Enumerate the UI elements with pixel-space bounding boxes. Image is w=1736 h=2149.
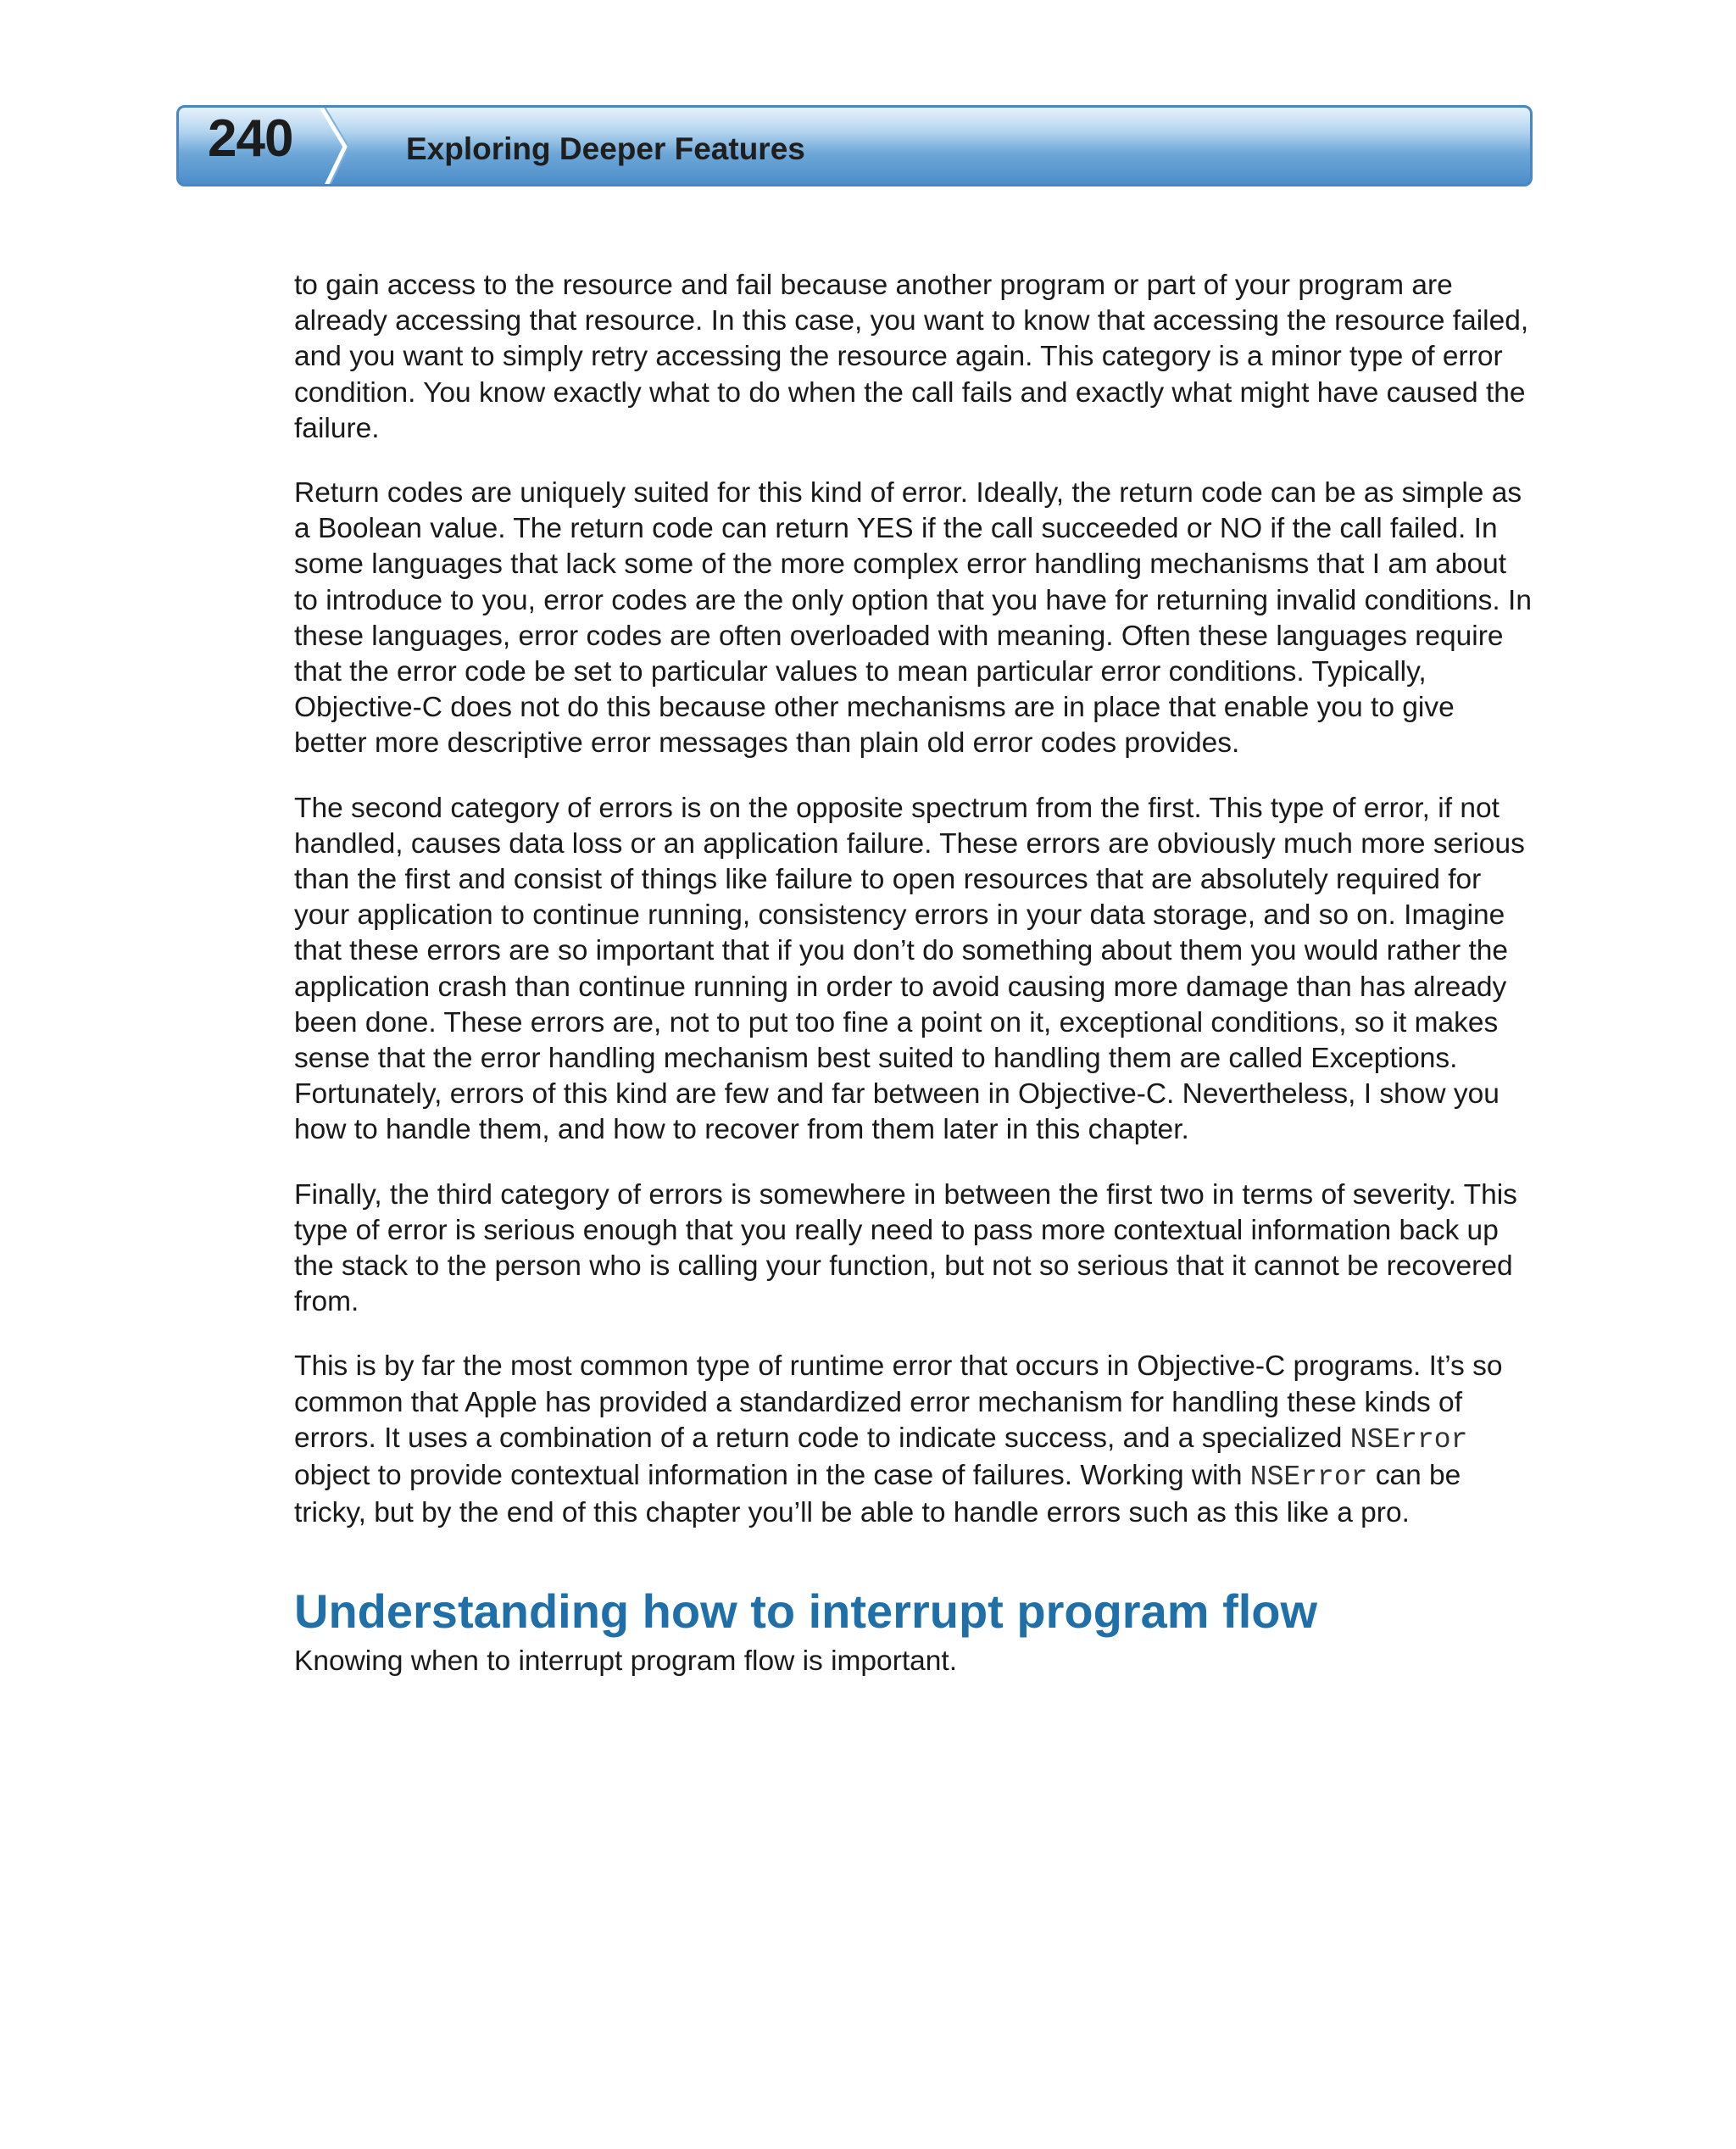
- body-paragraph-5: [294, 1349, 1533, 1531]
- paragraph-5-text-b: object to provide contextual information in the case of failures. Working with: [294, 1460, 1250, 1492]
- page-body: [294, 268, 1533, 1679]
- paragraph-5-text-a: This is by far the most common type of runtime error that occurs in Objective-C programs. It’s so common that Apple has provided a standardized error mechanism for handling these kinds of errors. It uses a combination of a return code to indicate success, and a specialized: [294, 1350, 1503, 1454]
- code-nserror-2: NSError: [1249, 1461, 1368, 1494]
- body-paragraph-1: to gain access to the resource and fail because another program or part of your program are already accessing that resource. In this case, you want to know that accessing the resource failed, and you want to simply retry accessing the resource again. This category is a minor type of error condition. You know exactly what to do when the call fails and exactly what might have caused the failure.: [294, 270, 1529, 444]
- body-paragraph-4: Finally, the third category of errors is somewhere in between the first two in terms of severity. This type of error is serious enough that you really need to pass more contextual information back up the stack to the person who is calling your function, but not so serious that it cannot be recovered from.: [294, 1178, 1517, 1318]
- body-paragraph-2: Return codes are uniquely suited for this kind of error. Ideally, the return code can be as simple as a Boolean value. The return code can return YES if the call succeeded or NO if the call failed. In some languages that lack some of the more complex error handling mechanisms that I am about to introduce to you, error codes are the only option that you have for returning invalid conditions. In these languages, error codes are often overloaded with meaning. Often these languages require that the error code be set to particular values to mean particular error conditions. Typically, Objective-C does not do this because other mechanisms are in place that enable you to give better more descriptive error messages than plain old error codes provides.: [294, 477, 1532, 760]
- section-heading: Understanding how to interrupt program flow: [294, 1584, 1318, 1638]
- section-intro-paragraph: Knowing when to interrupt program flow is important.: [294, 1645, 958, 1677]
- code-nserror-1: NSError: [1349, 1423, 1468, 1456]
- running-header-bar: [176, 105, 1533, 187]
- running-head-title: Exploring Deeper Features: [406, 131, 805, 166]
- body-paragraph-3: The second category of errors is on the opposite spectrum from the first. This type of error, if not handled, causes data loss or an application failure. These errors are obviously much more serious than the first and consist of things like failure to open resources that are absolutely required for your application to continue running, consistency errors in your data storage, and so on. Imagine that these errors are so important that if you don’t do something about them you would rather the application crash than continue running in order to avoid causing more damage than has already been done. These errors are, not to put too fine a point on it, exceptional conditions, so it makes sense that the error handling mechanism best suited to handling them are called Exceptions. Fortunately, errors of this kind are few and far between in Objective-C. Nevertheless, I show you how to handle them, and how to recover from them later in this chapter.: [294, 792, 1525, 1146]
- paragraph-5-text-c: can be tricky, but by the end of this chapter you’ll be able to handle errors such as this like a pro.: [294, 1460, 1461, 1529]
- page-number: 240: [208, 109, 293, 168]
